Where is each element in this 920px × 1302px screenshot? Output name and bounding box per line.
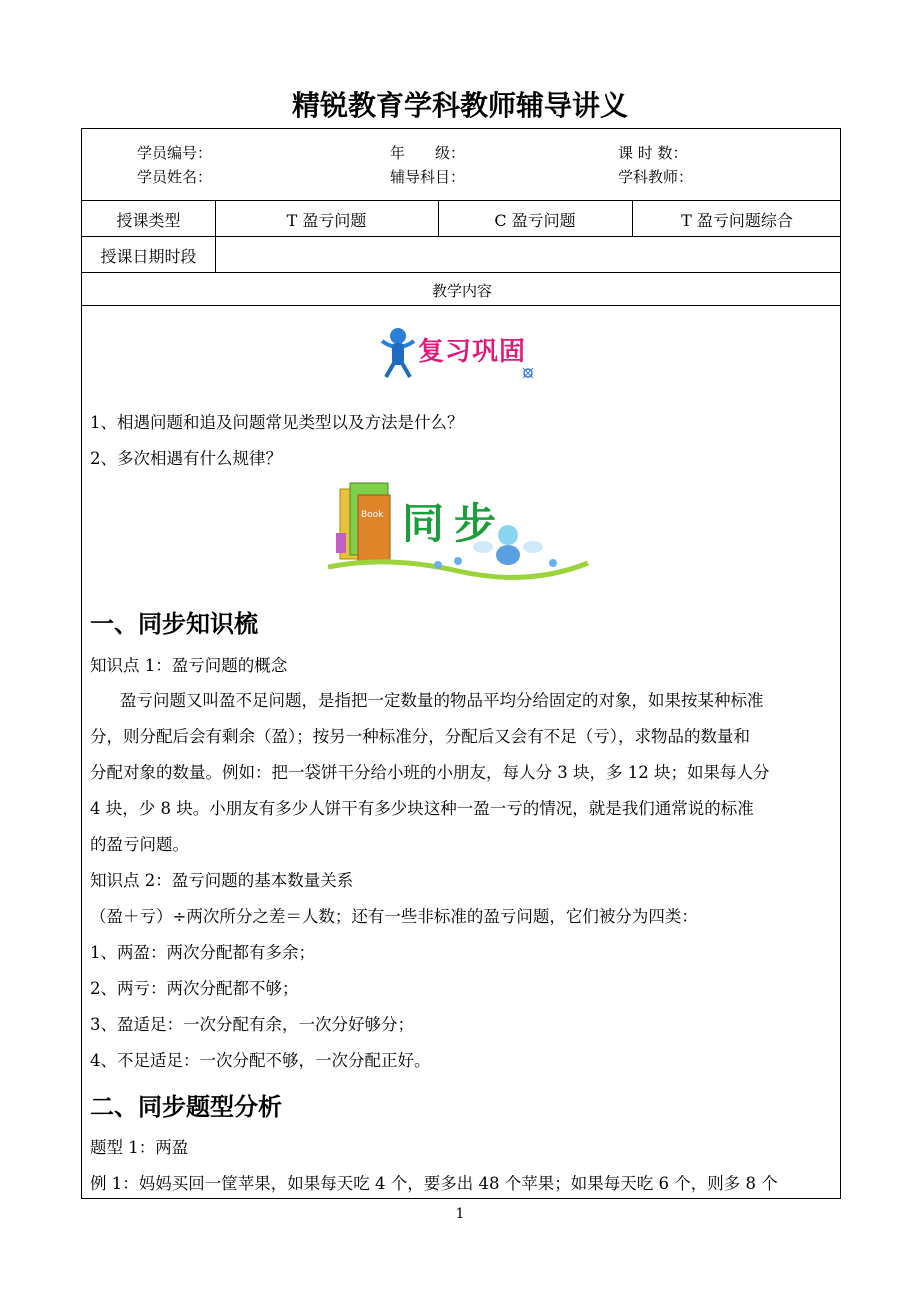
sync-banner-text: 同步: [402, 499, 507, 548]
section2-heading: 二、同步题型分析: [90, 1093, 282, 1121]
lesson-count-label: 课 时 数：: [618, 144, 688, 162]
lesson-table: [81, 128, 841, 1199]
section1-heading: 一、同步知识梳: [90, 610, 258, 638]
kp1-line: 分配对象的数量。例如：把一袋饼干分给小班的小朋友，每人分 3 块，多 12 块；如果每人分: [90, 763, 770, 782]
grade-label: 年 级：: [390, 144, 466, 162]
row-divider: [82, 236, 840, 237]
kp1-line: 的盈亏问题。: [90, 835, 189, 854]
student-id-label: 学员编号：: [137, 144, 213, 162]
row-divider: [82, 272, 840, 273]
teacher-label: 学科教师：: [618, 168, 694, 186]
kp1-line: 盈亏问题又叫盈不足问题，是指把一定数量的物品平均分给固定的对象，如果按某种标准: [120, 691, 764, 710]
row-divider: [82, 200, 840, 201]
example1-text: 例 1：妈妈买回一筐苹果，如果每天吃 4 个，要多出 48 个苹果；如果每天吃 6 个，则多 8 个: [90, 1174, 778, 1193]
sync-banner: [328, 475, 598, 595]
lesson-type-c: C 盈亏问题: [494, 211, 576, 230]
row-divider: [82, 305, 840, 306]
lesson-type-t2: T 盈亏问题综合: [681, 211, 793, 230]
kp1-title: 知识点 1：盈亏问题的概念: [90, 656, 288, 675]
review-banner-text: 复习巩固: [418, 337, 527, 367]
content-header: 教学内容: [431, 282, 492, 300]
kp2-line: （盈＋亏）÷两次所分之差＝人数；还有一些非标准的盈亏问题，它们被分为四类：: [90, 907, 698, 926]
date-row-label: 授课日期时段: [100, 247, 197, 266]
kp1-line: 分，则分配后会有剩余（盈）；按另一种标准分，分配后又会有不足（亏），求物品的数量和: [90, 727, 750, 746]
subject-label: 辅导科目：: [390, 168, 466, 186]
kp1-line: 4 块，少 8 块。小朋友有多少人饼干有多少块这种一盈一亏的情况，就是我们通常说的标准: [90, 799, 754, 818]
lesson-type-t: T 盈亏问题: [286, 211, 367, 230]
page-number: 1: [455, 1206, 465, 1222]
page-title: 精锐教育学科教师辅导讲义: [291, 89, 628, 122]
review-question: 2、多次相遇有什么规律？: [90, 449, 282, 468]
kp2-line: 4、不足适足：一次分配不够，一次分配正好。: [90, 1051, 431, 1070]
kp2-title: 知识点 2：盈亏问题的基本数量关系: [90, 871, 354, 890]
book-label: Book: [361, 510, 384, 520]
kp2-line: 3、盈适足：一次分配有余，一次分好够分；: [90, 1015, 414, 1034]
lesson-type-label: 授课类型: [116, 211, 181, 230]
type1-title: 题型 1：两盈: [90, 1138, 189, 1157]
kp2-line: 1、两盈：两次分配都有多余；: [90, 943, 315, 962]
review-question: 1、相遇问题和追及问题常见类型以及方法是什么？: [90, 413, 464, 432]
review-banner: [378, 325, 558, 385]
student-name-label: 学员姓名：: [137, 168, 213, 186]
kp2-line: 2、两亏：两次分配都不够；: [90, 979, 299, 998]
